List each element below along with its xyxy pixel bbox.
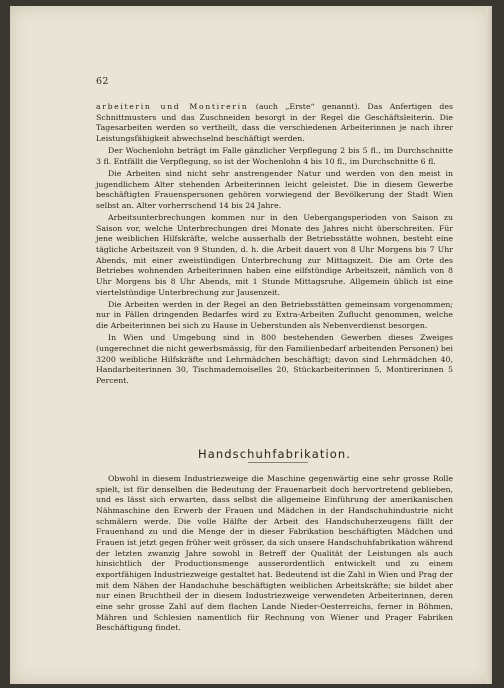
paragraph: Der Wochenlohn beträgt im Falle gänzlicher Verpflegung 2 bis 5 fl., im Durchschnitte 3 fl. Entfällt die Verpflegung, so ist der Wochenlohn 4 bis 10 fl., im Durchschnitte 6 fl.	[96, 146, 453, 166]
paragraph: In Wien und Umgebung sind in 800 bestehenden Gewerben dieses Zweiges (ungerechnet die nicht gewerbsmässig, für den Familienbedarf arbeitenden Personen) bei 3200 weibliche Hilfskräfte und Lehrmädchen beschäftigt; davon sind Lehrmädchen 40, Handarbeiterinnen 30, Tischmademoiselles 20, Stückarbeiterinnen 5, Montirerinnen 5 Percent.	[96, 333, 454, 385]
paragraph: Arbeitsunterbrechungen kommen nur in den Uebergangsperioden von Saison zu Saison vor, welche Unterbrechungen drei Monate des Jahres nicht überschreiten. Für jene weiblichen Hilfskräfte, welche ausserhalb der Betriebsstätte wohnen, besteht eine tägliche Arbeitszeit von 9 Stunden, d. h. die Arbeit dauert von 8 Uhr Morgens bis 7 Uhr Abends, mit einer zweistündigen Unterbrechung zur Mittagszeit. Die am Orte des Betriebes wohnenden Arbeiterinnen haben eine eilfstündige Arbeitszeit, nämlich von 8 Uhr Morgens bis 8 Uhr Abends, mit 1 Stunde Mittagsruhe. Allgemein üblich ist eine viertelstündige Unterbrechung zur Jausenzeit.	[96, 213, 453, 297]
body-text-top	[96, 102, 453, 388]
document-page	[10, 6, 492, 684]
emphasized-terms: arbeiterin und Montirerin	[96, 102, 249, 111]
section-heading: Handschuhfabrikation.	[197, 447, 352, 461]
paragraph	[96, 102, 453, 145]
page-edge	[486, 6, 492, 684]
body-text-section	[96, 474, 453, 634]
page-number: 62	[96, 76, 109, 87]
paragraph: Die Arbeiten sind nicht sehr anstrengender Natur und werden von den meist in jugendlichem Alter stehenden Arbeiterinnen leicht geleistet. Die in diesem Gewerbe beschäftigten Frauenspersonen gehören vorwiegend der Bevölkerung der Stadt Wien selbst an. Alter vorherrschend 14 bis 24 Jahre.	[96, 168, 453, 210]
paragraph-text: (auch „Erste“ genannt). Das Anfertigen des Schnittmusters und das Zuschneiden besorgt in der Regel die Geschäftsleiterin. Die Tagesarbeiten werden so vertheilt, dass die verschiedenen Arbeiterinnen je nach ihrer Leistungsfähigkeit abwechselnd beschäftigt werden.	[96, 102, 453, 143]
heading-rule	[248, 462, 308, 463]
paragraph: Die Arbeiten werden in der Regel an den Betriebsstätten gemeinsam vorgenommen; nur in Fällen dringenden Bedarfes wird zu Extra-Arbeiten Zuflucht genommen, welche die Arbeiterinnen bei sich zu Hause in Ueberstunden als Nebenverdienst besorgen.	[96, 299, 453, 331]
paragraph: Obwohl in diesem Industriezweige die Maschine gegenwärtig eine sehr grosse Rolle spielt, ist für denselben die Bedeutung der Frauenarbeit doch hervortretend geblieben, und es lässt sich erwarten, dass selbst die allgemeine Einführung der amerikanischen Nähmaschine den Erwerb der Frauen und Mädchen in der Handschuhindustrie nicht schmälern werde. Die volle Hälfte der Arbeit des Handschuherzeugens fällt der Frauenhand zu und die Menge der in dieser Fabrikation beschäftigten Mädchen und Frauen ist jetzt gegen früher weit grösser, da sich unsere Handschuhfabrikation während der letzten zwanzig Jahre sowohl in Betreff der Qualität der Leistungen als auch hinsichtlich der Productionsmenge ausserordentlich entwickelt und zu einem exportfähigen Industriezweige gestaltet hat. Bedeutend ist die Zahl in Wien und Prag der mit dem Nähen der Handschuhe beschäftigten weiblichen Arbeitskräfte; sie bildet aber nur einen Bruchtheil der in diesem Industriezweige verwendeten Arbeiterinnen, deren eine sehr grosse Zahl auf dem flachen Lande Nieder-Oesterreichs, ferner in Böhmen, Mähren und Schlesien namentlich für Rechnung von Wiener und Prager Fabriken Beschäftigung findet.	[96, 474, 453, 633]
